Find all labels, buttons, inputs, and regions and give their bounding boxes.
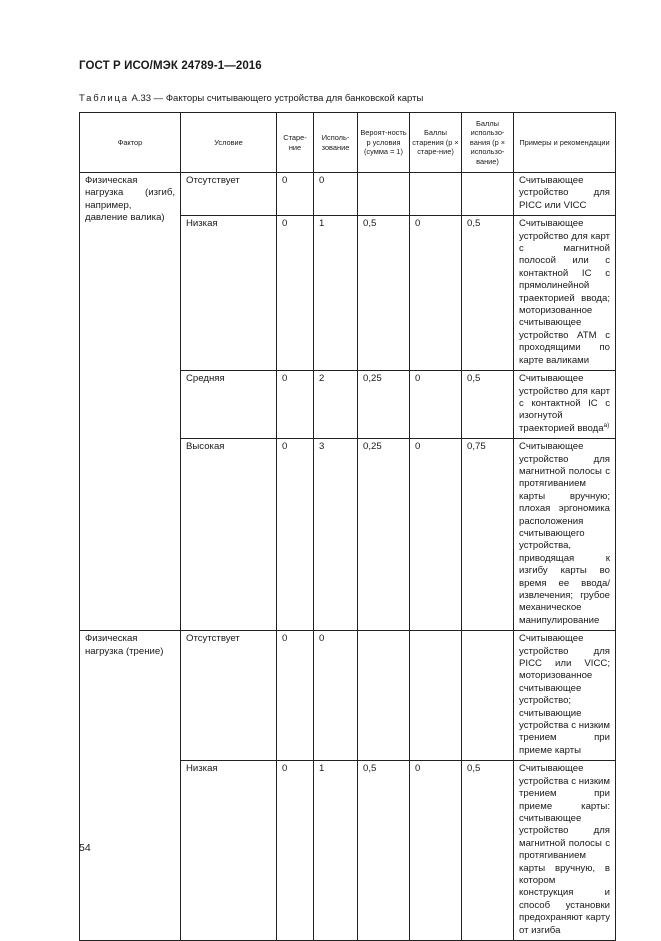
column-header-factor: Фактор [80,113,181,173]
column-header-probability: Вероят-ность p условия (сумма = 1) [358,113,410,173]
condition-cell: Средняя [181,371,277,439]
column-header-aging: Старе-ние [277,113,314,173]
usage-cell: 0 [314,631,358,761]
aging-cell: 0 [277,371,314,439]
example-text: Считывающее устройство для карт с контактной IC с изогнутой траекторией ввода [519,373,610,434]
column-header-examples: Примеры и рекомендации [514,113,616,173]
usage-score-cell: 0,5 [462,761,514,941]
condition-cell: Низкая [181,761,277,941]
column-header-usage-score: Баллы использо-вания (p × использо-вание) [462,113,514,173]
probability-cell [358,173,410,216]
factor-cell: Физическая нагрузка (изгиб, например, давление валика) [80,173,181,631]
page-number: 54 [79,842,91,854]
factors-table [79,112,616,941]
condition-cell: Высокая [181,439,277,631]
example-cell: Считывающее устройство для PICC или VICC; моторизованное считывающее устройство; считывающие устройства с низким трением при приеме карты [514,631,616,761]
usage-score-cell: 0,5 [462,216,514,371]
example-cell: Считывающее устройство для магнитной полосы с протягиванием карты вручную; плохая эргономика расположения считывающего устройства, приводящая к изгибу карты во время ее ввода/извлечения; грубое механическое манипулирование [514,439,616,631]
usage-cell: 2 [314,371,358,439]
aging-cell: 0 [277,216,314,371]
column-header-usage: Исполь-зование [314,113,358,173]
example-cell: Считывающее устройство для PICC или VICC [514,173,616,216]
aging-score-cell: 0 [410,761,462,941]
condition-cell: Отсутствует [181,173,277,216]
aging-score-cell: 0 [410,371,462,439]
table-row [80,631,616,761]
usage-score-cell: 0,75 [462,439,514,631]
usage-score-cell: 0,5 [462,371,514,439]
document-header: ГОСТ Р ИСО/МЭК 24789-1—2016 [79,60,262,72]
table-header-row [80,113,616,173]
factor-cell: Физическая нагрузка (трение) [80,631,181,941]
usage-cell: 1 [314,216,358,371]
condition-cell: Низкая [181,216,277,371]
table-row [80,173,616,216]
probability-cell: 0,25 [358,371,410,439]
table-caption-prefix: Таблица [79,93,129,104]
example-cell: Считывающее устройства с низким трением при приеме карты: считывающее устройство для магнитной полосы с протягиванием карты вручную, в котором конструкция и способ установки предохраняют карту от изгиба [514,761,616,941]
probability-cell: 0,5 [358,761,410,941]
example-cell: Считывающее устройство для карт с магнитной полосой или с контактной IC с прямолинейной траекторией ввода; моторизованное считывающее устройство ATM с проходящими по карте валиками [514,216,616,371]
usage-score-cell [462,631,514,761]
aging-cell: 0 [277,173,314,216]
aging-cell: 0 [277,631,314,761]
probability-cell: 0,25 [358,439,410,631]
column-header-aging-score: Баллы старения (p × старе-ние) [410,113,462,173]
example-cell [514,371,616,439]
usage-score-cell [462,173,514,216]
probability-cell: 0,5 [358,216,410,371]
condition-cell: Отсутствует [181,631,277,761]
column-header-condition: Условие [181,113,277,173]
footnote-marker: а) [603,421,610,429]
aging-score-cell [410,631,462,761]
aging-score-cell: 0 [410,216,462,371]
probability-cell [358,631,410,761]
usage-cell: 3 [314,439,358,631]
usage-cell: 0 [314,173,358,216]
usage-cell: 1 [314,761,358,941]
table-caption-text: А.33 — Факторы считывающего устройства для банковской карты [131,93,424,104]
aging-score-cell [410,173,462,216]
aging-cell: 0 [277,439,314,631]
table-caption [79,93,423,104]
aging-score-cell: 0 [410,439,462,631]
aging-cell: 0 [277,761,314,941]
